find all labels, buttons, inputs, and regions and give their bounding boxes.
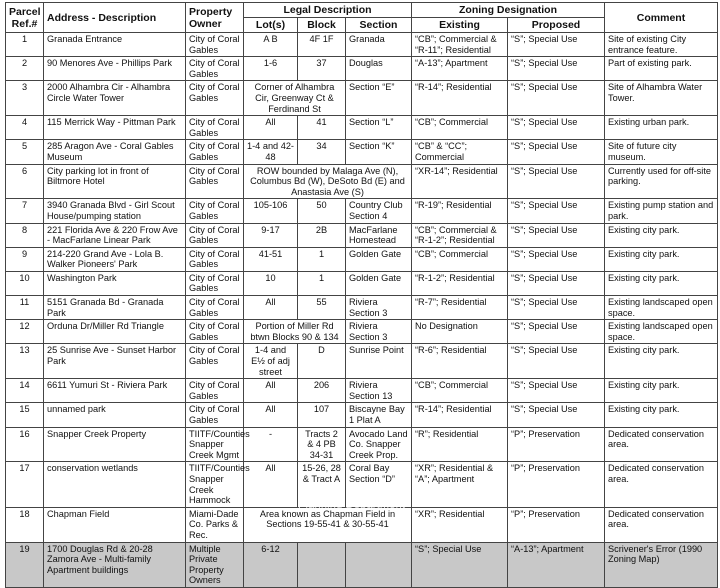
table-row: [6, 344, 718, 379]
cell-proposed-zoning: “S”; Special Use: [508, 57, 605, 81]
cell-proposed-zoning: “S”; Special Use: [508, 140, 605, 164]
cell-address: 221 Florida Ave & 220 Frow Ave - MacFarlane Linear Park: [44, 223, 186, 247]
cell-comment: Part of existing park.: [605, 57, 718, 81]
cell-existing-zoning: “CB”; Commercial: [412, 247, 508, 271]
cell-section: Granada: [346, 33, 412, 57]
cell-lots-block: Portion of Miller Rd btwn Blocks 90 & 134: [244, 320, 346, 344]
cell-section: Section “L”: [346, 116, 412, 140]
cell-existing-zoning: “R-1-2”; Residential: [412, 271, 508, 295]
cell-owner: City of Coral Gables: [186, 320, 244, 344]
table-row: [6, 403, 718, 427]
cell-proposed-zoning: “S”; Special Use: [508, 247, 605, 271]
cell-parcel-ref: 3: [6, 81, 44, 116]
table-row: [6, 223, 718, 247]
cell-existing-zoning: “CB”; Commercial: [412, 379, 508, 403]
cell-address: 6611 Yumuri St - Riviera Park: [44, 379, 186, 403]
header-proposed: Proposed: [508, 18, 605, 33]
cell-lots: All: [244, 462, 298, 507]
cell-address: 5151 Granada Bd - Granada Park: [44, 296, 186, 320]
cell-section: Riviera Section 13: [346, 379, 412, 403]
table-row: [6, 116, 718, 140]
cell-parcel-ref: 8: [6, 223, 44, 247]
header-legal-description: Legal Description: [244, 3, 412, 18]
cell-proposed-zoning: “S”; Special Use: [508, 81, 605, 116]
cell-block: 1: [298, 247, 346, 271]
table-row: [6, 247, 718, 271]
cell-parcel-ref: 7: [6, 199, 44, 223]
cell-proposed-zoning: “P”; Preservation: [508, 507, 605, 542]
cell-parcel-ref: 17: [6, 462, 44, 507]
cell-block: 107: [298, 403, 346, 427]
header-section: Section: [346, 18, 412, 33]
cell-comment: Site of existing City entrance feature.: [605, 33, 718, 57]
watermark: Planning Department: [298, 499, 406, 511]
cell-parcel-ref: 12: [6, 320, 44, 344]
cell-legal-description: Area known as Chapman Field in Sections 19-55-41 & 30-55-41: [244, 507, 412, 542]
header-existing: Existing: [412, 18, 508, 33]
cell-section: Coral Bay Section “D”: [346, 462, 412, 507]
cell-proposed-zoning: “P”; Preservation: [508, 427, 605, 462]
cell-address: 285 Aragon Ave - Coral Gables Museum: [44, 140, 186, 164]
cell-comment: Existing landscaped open space.: [605, 320, 718, 344]
cell-owner: TIITF/Counties Snapper Creek Mgmt: [186, 427, 244, 462]
table-row: [6, 320, 718, 344]
table-row: [6, 427, 718, 462]
cell-block: 41: [298, 116, 346, 140]
cell-legal-description: Corner of Alhambra Cir, Greenway Ct & Ferdinand St: [244, 81, 346, 116]
cell-parcel-ref: 14: [6, 379, 44, 403]
cell-lots: 1-4 and E½ of adj street: [244, 344, 298, 379]
cell-existing-zoning: “R-14”; Residential: [412, 81, 508, 116]
cell-owner: City of Coral Gables: [186, 57, 244, 81]
cell-comment: Existing landscaped open space.: [605, 296, 718, 320]
cell-section: Sunrise Point: [346, 344, 412, 379]
cell-block: [298, 542, 346, 587]
cell-lots: A B: [244, 33, 298, 57]
cell-lots: All: [244, 116, 298, 140]
table-row: [6, 81, 718, 116]
cell-section: MacFarlane Homestead: [346, 223, 412, 247]
cell-lots: 41-51: [244, 247, 298, 271]
cell-proposed-zoning: “S”; Special Use: [508, 223, 605, 247]
table-row: [6, 199, 718, 223]
cell-section: Golden Gate: [346, 271, 412, 295]
cell-lots: -: [244, 427, 298, 462]
cell-comment: Existing city park.: [605, 379, 718, 403]
cell-proposed-zoning: “S”; Special Use: [508, 296, 605, 320]
cell-parcel-ref: 11: [6, 296, 44, 320]
header-zoning-designation: Zoning Designation: [412, 3, 605, 18]
cell-comment: Dedicated conservation area.: [605, 462, 718, 507]
cell-section: [346, 542, 412, 587]
cell-address: 2000 Alhambra Cir - Alhambra Circle Water Tower: [44, 81, 186, 116]
table-row: [6, 507, 718, 542]
cell-proposed-zoning: “S”; Special Use: [508, 199, 605, 223]
cell-existing-zoning: “CB” & “CC”; Commercial: [412, 140, 508, 164]
table-row: [6, 542, 718, 587]
cell-address: 90 Menores Ave - Phillips Park: [44, 57, 186, 81]
cell-parcel-ref: 9: [6, 247, 44, 271]
header-comment: Comment: [605, 3, 718, 33]
cell-block: 15-26, 28 & Tract A: [298, 462, 346, 507]
cell-comment: Existing city park.: [605, 271, 718, 295]
cell-section: Section “E”: [346, 81, 412, 116]
cell-comment: Dedicated conservation area.: [605, 427, 718, 462]
cell-proposed-zoning: “S”; Special Use: [508, 344, 605, 379]
header-owner: Property Owner: [186, 3, 244, 33]
cell-section: Golden Gate: [346, 247, 412, 271]
cell-proposed-zoning: “A-13”; Apartment: [508, 542, 605, 587]
cell-owner: City of Coral Gables: [186, 140, 244, 164]
cell-address: 115 Merrick Way - Pittman Park: [44, 116, 186, 140]
cell-legal-description: ROW bounded by Malaga Ave (N), Columbus Bd (W), DeSoto Bd (E) and Anastasia Ave (S): [244, 164, 412, 199]
cell-lots: 9-17: [244, 223, 298, 247]
cell-comment: Site of Alhambra Water Tower.: [605, 81, 718, 116]
cell-address: City parking lot in front of Biltmore Hotel: [44, 164, 186, 199]
cell-existing-zoning: “R-6”; Residential: [412, 344, 508, 379]
cell-address: Washington Park: [44, 271, 186, 295]
cell-comment: Existing city park.: [605, 247, 718, 271]
cell-owner: City of Coral Gables: [186, 33, 244, 57]
cell-section: Riviera Section 3: [346, 296, 412, 320]
cell-block: 34: [298, 140, 346, 164]
cell-owner: City of Coral Gables: [186, 247, 244, 271]
header-parcel-ref: Parcel Ref.#: [6, 3, 44, 33]
cell-parcel-ref: 10: [6, 271, 44, 295]
cell-lots: All: [244, 403, 298, 427]
cell-comment: Existing urban park.: [605, 116, 718, 140]
cell-existing-zoning: “CB”; Commercial & “R-1-2”; Residential: [412, 223, 508, 247]
cell-address: Granada Entrance: [44, 33, 186, 57]
cell-parcel-ref: 16: [6, 427, 44, 462]
cell-lots: 6-12: [244, 542, 298, 587]
cell-existing-zoning: “CB”; Commercial & “R-11”; Residential: [412, 33, 508, 57]
cell-section: Section “K”: [346, 140, 412, 164]
cell-proposed-zoning: “S”; Special Use: [508, 33, 605, 57]
table-row: [6, 57, 718, 81]
cell-existing-zoning: “XR”; Residential: [412, 507, 508, 542]
cell-existing-zoning: “S”; Special Use: [412, 542, 508, 587]
table-row: [6, 164, 718, 199]
cell-block: 50: [298, 199, 346, 223]
cell-section: Country Club Section 4: [346, 199, 412, 223]
cell-proposed-zoning: “S”; Special Use: [508, 320, 605, 344]
cell-block: 37: [298, 57, 346, 81]
cell-address: Orduna Dr/Miller Rd Triangle: [44, 320, 186, 344]
cell-owner: City of Coral Gables: [186, 271, 244, 295]
cell-existing-zoning: “R-7”; Residential: [412, 296, 508, 320]
cell-lots: 1-6: [244, 57, 298, 81]
cell-proposed-zoning: “P”; Preservation: [508, 462, 605, 507]
cell-owner: City of Coral Gables: [186, 223, 244, 247]
table-row: [6, 271, 718, 295]
cell-block: 2B: [298, 223, 346, 247]
cell-address: 214-220 Grand Ave - Lola B. Walker Pioneers' Park: [44, 247, 186, 271]
cell-address: Snapper Creek Property: [44, 427, 186, 462]
cell-comment: Existing city park.: [605, 223, 718, 247]
cell-proposed-zoning: “S”; Special Use: [508, 164, 605, 199]
cell-section: Biscayne Bay 1 Plat A: [346, 403, 412, 427]
cell-existing-zoning: “R-14”; Residential: [412, 403, 508, 427]
cell-owner: City of Coral Gables: [186, 116, 244, 140]
cell-block: Tracts 2 & 4 PB 34-31: [298, 427, 346, 462]
cell-comment: Site of future city museum.: [605, 140, 718, 164]
table-row: [6, 379, 718, 403]
cell-owner: TIITF/Counties Snapper Creek Hammock: [186, 462, 244, 507]
cell-lots: All: [244, 296, 298, 320]
cell-owner: Miami-Dade Co. Parks & Rec.: [186, 507, 244, 542]
cell-owner: City of Coral Gables: [186, 199, 244, 223]
cell-block: 206: [298, 379, 346, 403]
cell-proposed-zoning: “S”; Special Use: [508, 379, 605, 403]
cell-lots: 10: [244, 271, 298, 295]
cell-existing-zoning: “A-13”; Apartment: [412, 57, 508, 81]
cell-comment: Dedicated conservation area.: [605, 507, 718, 542]
cell-parcel-ref: 1: [6, 33, 44, 57]
cell-existing-zoning: “CB”; Commercial: [412, 116, 508, 140]
cell-owner: City of Coral Gables: [186, 164, 244, 199]
cell-owner: City of Coral Gables: [186, 379, 244, 403]
cell-comment: Existing city park.: [605, 344, 718, 379]
cell-parcel-ref: 15: [6, 403, 44, 427]
cell-comment: Existing pump station and park.: [605, 199, 718, 223]
cell-lots: All: [244, 379, 298, 403]
table-row: [6, 140, 718, 164]
cell-parcel-ref: 19: [6, 542, 44, 587]
cell-proposed-zoning: “S”; Special Use: [508, 271, 605, 295]
cell-owner: City of Coral Gables: [186, 344, 244, 379]
cell-existing-zoning: “R”; Residential: [412, 427, 508, 462]
cell-existing-zoning: “R-19”; Residential: [412, 199, 508, 223]
cell-owner: Multiple Private Property Owners: [186, 542, 244, 587]
cell-existing-zoning: No Designation: [412, 320, 508, 344]
cell-address: 1700 Douglas Rd & 20-28 Zamora Ave - Multi-family Apartment buildings: [44, 542, 186, 587]
cell-parcel-ref: 5: [6, 140, 44, 164]
cell-comment: Scrivener's Error (1990 Zoning Map): [605, 542, 718, 587]
cell-address: Chapman Field: [44, 507, 186, 542]
table-row: [6, 33, 718, 57]
header-address: Address - Description: [44, 3, 186, 33]
cell-address: conservation wetlands: [44, 462, 186, 507]
header-block: Block: [298, 18, 346, 33]
cell-lots: 105-106: [244, 199, 298, 223]
cell-block: 1: [298, 271, 346, 295]
cell-parcel-ref: 4: [6, 116, 44, 140]
cell-block: D: [298, 344, 346, 379]
cell-proposed-zoning: “S”; Special Use: [508, 403, 605, 427]
cell-address: 25 Sunrise Ave - Sunset Harbor Park: [44, 344, 186, 379]
cell-proposed-zoning: “S”; Special Use: [508, 116, 605, 140]
table-row: [6, 296, 718, 320]
cell-comment: Currently used for off-site parking.: [605, 164, 718, 199]
cell-parcel-ref: 2: [6, 57, 44, 81]
cell-owner: City of Coral Gables: [186, 296, 244, 320]
cell-parcel-ref: 13: [6, 344, 44, 379]
header-lots: Lot(s): [244, 18, 298, 33]
cell-owner: City of Coral Gables: [186, 81, 244, 116]
cell-section: Douglas: [346, 57, 412, 81]
cell-existing-zoning: “XR-14”; Residential: [412, 164, 508, 199]
cell-owner: City of Coral Gables: [186, 403, 244, 427]
cell-address: 3940 Granada Blvd - Girl Scout House/pumping station: [44, 199, 186, 223]
cell-block: 55: [298, 296, 346, 320]
cell-section: Riviera Section 3: [346, 320, 412, 344]
cell-section: Avocado Land Co. Snapper Creek Prop.: [346, 427, 412, 462]
cell-block: 4F 1F: [298, 33, 346, 57]
cell-address: unnamed park: [44, 403, 186, 427]
cell-lots: 1-4 and 42-48: [244, 140, 298, 164]
cell-comment: Existing city park.: [605, 403, 718, 427]
cell-existing-zoning: “XR”; Residential & “A”; Apartment: [412, 462, 508, 507]
cell-parcel-ref: 18: [6, 507, 44, 542]
cell-parcel-ref: 6: [6, 164, 44, 199]
